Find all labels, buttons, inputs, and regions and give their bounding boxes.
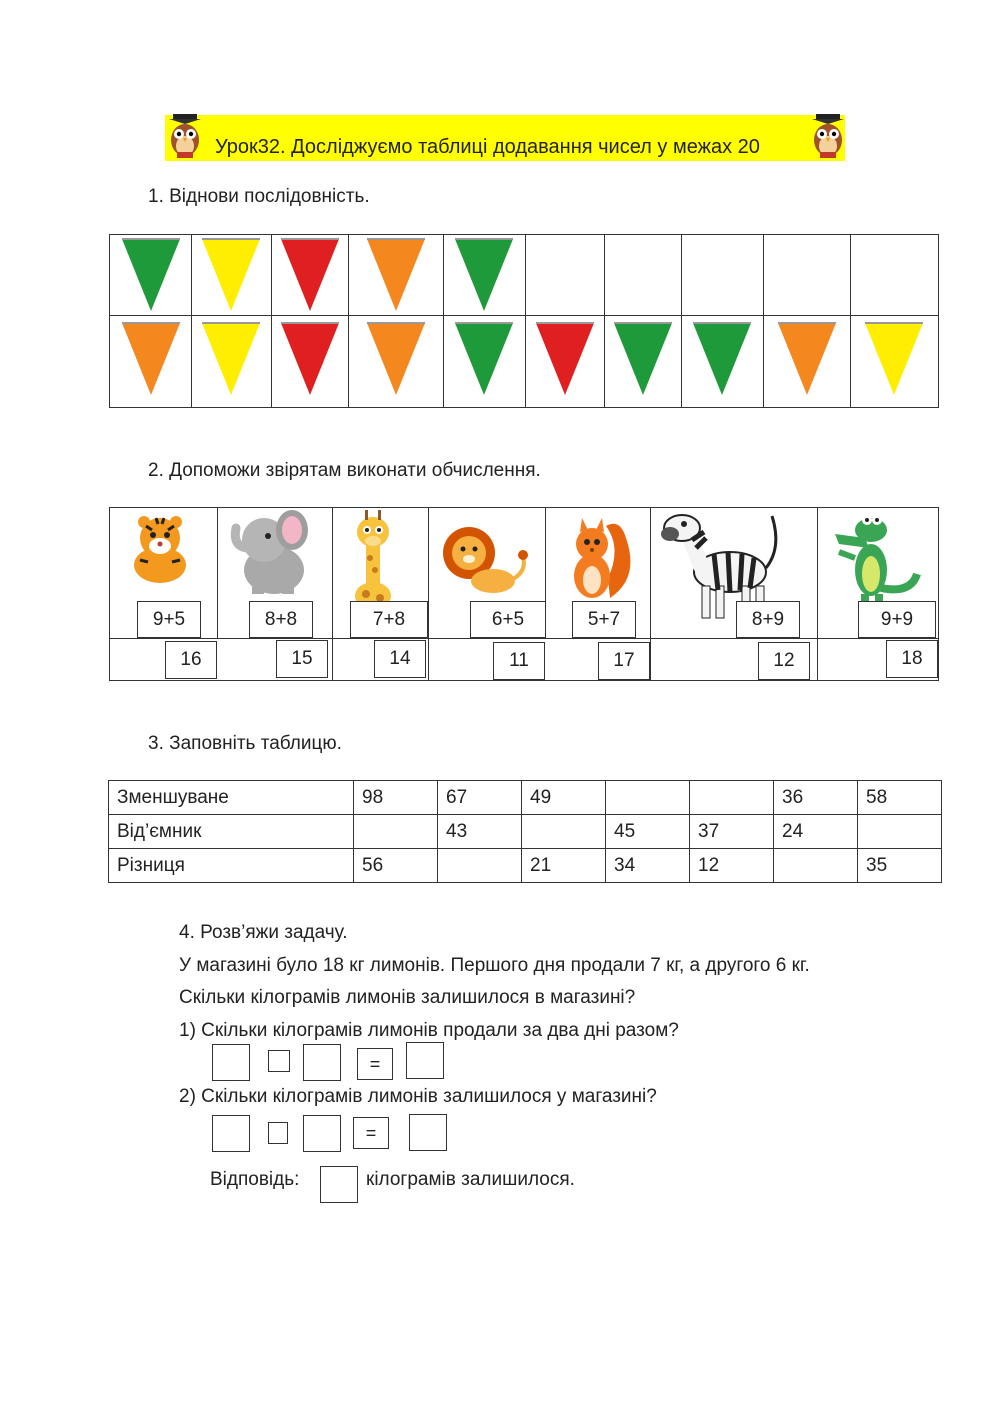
table-cell[interactable]: 24 bbox=[774, 815, 858, 849]
number-input-box[interactable] bbox=[303, 1115, 341, 1152]
answer-card[interactable]: 15 bbox=[276, 640, 328, 678]
sub-question-2: 2) Скільки кілограмів лимонів залишилося у магазині? bbox=[179, 1086, 657, 1107]
table-row bbox=[109, 815, 942, 849]
table-cell[interactable]: 58 bbox=[858, 781, 942, 815]
number-input-box[interactable] bbox=[303, 1044, 341, 1081]
table-row bbox=[109, 849, 942, 883]
expression-box: 9+9 bbox=[858, 601, 936, 638]
answer-card[interactable]: 11 bbox=[493, 642, 545, 680]
table-cell[interactable]: 35 bbox=[858, 849, 942, 883]
answer-card[interactable]: 14 bbox=[374, 640, 426, 678]
pennant-flag bbox=[281, 237, 339, 311]
table-row bbox=[109, 781, 942, 815]
pennant-flag bbox=[455, 321, 513, 395]
operator-box[interactable] bbox=[268, 1050, 290, 1072]
expression-box: 6+5 bbox=[470, 601, 546, 638]
table-cell[interactable]: 56 bbox=[354, 849, 438, 883]
answer-card[interactable]: 12 bbox=[758, 642, 810, 680]
expression-box: 8+8 bbox=[249, 601, 313, 638]
task4-heading: 4. Розв’яжи задачу. bbox=[179, 922, 348, 943]
task3-heading: 3. Заповніть таблицю. bbox=[148, 733, 342, 754]
answer-suffix: кілограмів залишилося. bbox=[366, 1169, 575, 1190]
table-cell[interactable]: 12 bbox=[690, 849, 774, 883]
table-cell[interactable] bbox=[690, 781, 774, 815]
owl-icon bbox=[165, 112, 205, 160]
subtraction-table bbox=[108, 780, 942, 883]
answer-input-box[interactable] bbox=[320, 1166, 358, 1203]
elephant-image bbox=[222, 508, 322, 603]
table-cell[interactable] bbox=[774, 849, 858, 883]
sub-question-1: 1) Скільки кілограмів лимонів продали за два дні разом? bbox=[179, 1020, 679, 1041]
pennant-flag bbox=[122, 237, 180, 311]
pennant-flag bbox=[455, 237, 513, 311]
pennant-flag bbox=[536, 321, 594, 395]
table-cell[interactable] bbox=[522, 815, 606, 849]
pennant-flag bbox=[367, 321, 425, 395]
row-label: Зменшуване bbox=[109, 781, 354, 815]
pennant-flag bbox=[202, 237, 260, 311]
table-cell[interactable]: 37 bbox=[690, 815, 774, 849]
pennant-flag bbox=[281, 321, 339, 395]
problem-text: У магазині було 18 кг лимонів. Першого дня продали 7 кг, а другого 6 кг. bbox=[179, 955, 810, 976]
pennant-flag bbox=[202, 321, 260, 395]
table-cell[interactable]: 98 bbox=[354, 781, 438, 815]
table-cell[interactable]: 36 bbox=[774, 781, 858, 815]
task2-heading: 2. Допоможи звірятам виконати обчислення. bbox=[148, 460, 541, 481]
table-cell[interactable]: 34 bbox=[606, 849, 690, 883]
lion-image bbox=[435, 523, 535, 603]
owl-icon bbox=[808, 112, 848, 160]
result-input-box[interactable] bbox=[409, 1114, 447, 1151]
table-cell[interactable] bbox=[438, 849, 522, 883]
pennant-flag bbox=[367, 237, 425, 311]
page-title: Урок32. Досліджуємо таблиці додавання чисел у межах 20 bbox=[215, 136, 760, 158]
pennant-flag bbox=[865, 321, 923, 395]
number-input-box[interactable] bbox=[212, 1044, 250, 1081]
pennant-flag bbox=[778, 321, 836, 395]
result-input-box[interactable] bbox=[406, 1042, 444, 1079]
expression-box: 8+9 bbox=[736, 601, 800, 638]
squirrel-image bbox=[560, 508, 640, 613]
pennant-flag bbox=[122, 321, 180, 395]
pennant-flag bbox=[614, 321, 672, 395]
problem-question: Скільки кілограмів лимонів залишилося в магазині? bbox=[179, 987, 636, 1008]
answer-card[interactable]: 16 bbox=[165, 641, 217, 679]
table-cell[interactable]: 43 bbox=[438, 815, 522, 849]
expression-box: 5+7 bbox=[572, 601, 636, 638]
expression-box: 9+5 bbox=[137, 601, 201, 638]
table-cell[interactable] bbox=[858, 815, 942, 849]
table-cell[interactable]: 49 bbox=[522, 781, 606, 815]
table-cell[interactable]: 45 bbox=[606, 815, 690, 849]
table-cell[interactable]: 21 bbox=[522, 849, 606, 883]
table-cell[interactable] bbox=[354, 815, 438, 849]
animals-table bbox=[109, 507, 939, 681]
answer-label: Відповідь: bbox=[210, 1169, 300, 1190]
tiger-image bbox=[120, 510, 200, 595]
equals-sign: = bbox=[353, 1117, 389, 1149]
equals-sign: = bbox=[357, 1048, 393, 1080]
table-cell[interactable] bbox=[606, 781, 690, 815]
answer-card[interactable]: 17 bbox=[598, 642, 650, 680]
expression-box: 7+8 bbox=[350, 601, 428, 638]
table-cell[interactable]: 67 bbox=[438, 781, 522, 815]
answer-card[interactable]: 18 bbox=[886, 640, 938, 678]
operator-box[interactable] bbox=[268, 1122, 288, 1144]
row-label: Різниця bbox=[109, 849, 354, 883]
row-label: Від’ємник bbox=[109, 815, 354, 849]
number-input-box[interactable] bbox=[212, 1115, 250, 1152]
flags-table bbox=[109, 234, 939, 408]
task1-heading: 1. Віднови послідовність. bbox=[148, 186, 370, 207]
pennant-flag bbox=[693, 321, 751, 395]
